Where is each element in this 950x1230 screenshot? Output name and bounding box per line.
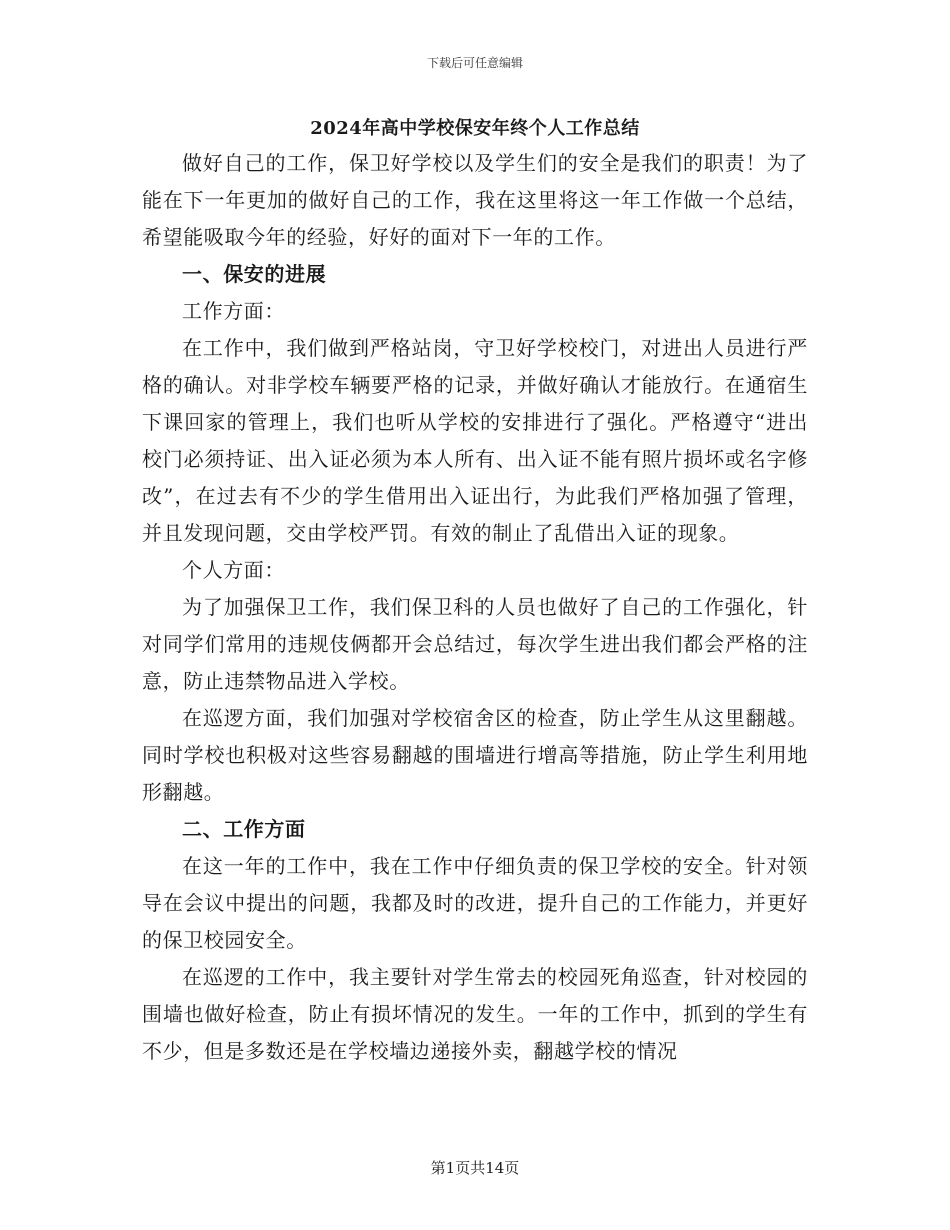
section-heading-1: 一、保安的进展 xyxy=(182,262,327,286)
document-body xyxy=(142,145,808,1070)
paragraph-patrol-work: 在巡逻的工作中，我主要针对学生常去的校园死角巡查，针对校园的围墙也做好检查，防止有损坏情况的发生。一年的工作中，抓到的学生有不少，但是多数还是在学校墙边递接外卖，翻越学校的情况 xyxy=(142,965,808,1063)
section-heading-2: 二、工作方面 xyxy=(182,817,306,841)
page-number: 第1页共14页 xyxy=(430,1159,520,1177)
paragraph-work: 在工作中，我们做到严格站岗，守卫好学校校门，对进出人员进行严格的确认。对非学校车辆要严格的记录，并做好确认才能放行。在通宿生下课回家的管理上，我们也听从学校的安排进行了强化。严格遵守“进出校门必须持证、出入证必须为本人所有、出入证不能有照片损坏或名字修改”，在过去有不少的学生借用出入证出行，为此我们严格加强了管理，并且发现问题，交由学校严罚。有效的制止了乱借出入证的现象。 xyxy=(142,336,808,545)
subheading-work: 工作方面： xyxy=(182,299,285,323)
paragraph-personal: 为了加强保卫工作，我们保卫科的人员也做好了自己的工作强化，针对同学们常用的违规伎俩都开会总结过，每次学生进出我们都会严格的注意，防止违禁物品进入学校。 xyxy=(142,595,808,693)
paragraph-intro: 做好自己的工作，保卫好学校以及学生们的安全是我们的职责！为了能在下一年更加的做好自己的工作，我在这里将这一年工作做一个总结，希望能吸取今年的经验，好好的面对下一年的工作。 xyxy=(142,151,808,249)
paragraph-patrol: 在巡逻方面，我们加强对学校宿舍区的检查，防止学生从这里翻越。同时学校也积极对这些容易翻越的围墙进行增高等措施，防止学生利用地形翻越。 xyxy=(142,706,808,804)
paragraph-year-work: 在这一年的工作中，我在工作中仔细负责的保卫学校的安全。针对领导在会议中提出的问题，我都及时的改进，提升自己的工作能力，并更好的保卫校园安全。 xyxy=(142,854,808,952)
document-title: 2024年高中学校保安年终个人工作总结 xyxy=(310,118,640,139)
subheading-personal: 个人方面： xyxy=(182,558,285,582)
header-note: 下载后可任意编辑 xyxy=(426,56,523,70)
